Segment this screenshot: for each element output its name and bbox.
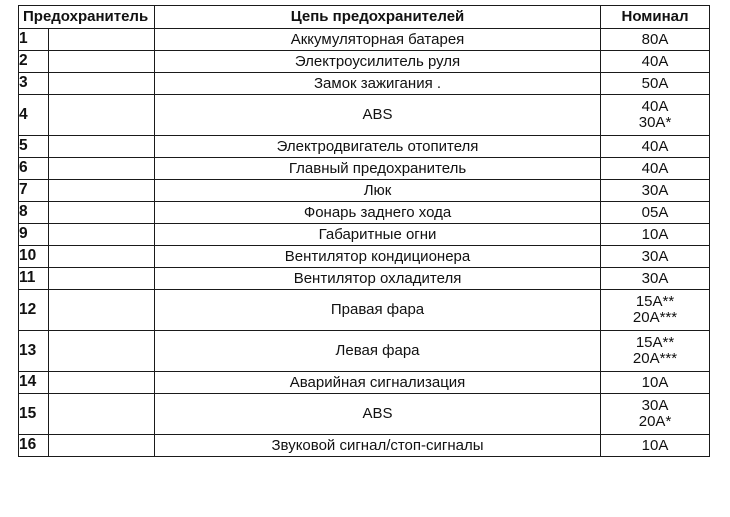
fuse-rating-value: 30A bbox=[641, 181, 669, 199]
table-row bbox=[19, 331, 710, 372]
fuse-number: 15 bbox=[19, 394, 49, 435]
fuse-rating bbox=[601, 268, 710, 290]
fuse-rating-value: 80A bbox=[641, 30, 669, 48]
fuse-rating bbox=[601, 435, 710, 457]
fuse-rating bbox=[601, 180, 710, 202]
fuse-blank-cell bbox=[49, 73, 155, 95]
fuse-rating-value: 30A bbox=[641, 247, 669, 265]
fuse-rating bbox=[601, 372, 710, 394]
fuse-rating bbox=[601, 29, 710, 51]
header-fuse: Предохранитель bbox=[19, 6, 155, 29]
fuse-blank-cell bbox=[49, 158, 155, 180]
fuse-rating bbox=[601, 51, 710, 73]
table-row bbox=[19, 290, 710, 331]
fuse-number: 4 bbox=[19, 95, 49, 136]
fuse-circuit: Правая фара bbox=[155, 290, 601, 331]
fuse-table bbox=[18, 5, 710, 457]
fuse-number: 12 bbox=[19, 290, 49, 331]
fuse-rating-value: 50A bbox=[641, 74, 669, 92]
header-row bbox=[19, 6, 710, 29]
table-row bbox=[19, 202, 710, 224]
table-row bbox=[19, 246, 710, 268]
fuse-number: 3 bbox=[19, 73, 49, 95]
fuse-rating bbox=[601, 95, 710, 136]
fuse-circuit: ABS bbox=[155, 394, 601, 435]
fuse-number: 11 bbox=[19, 268, 49, 290]
fuse-number: 16 bbox=[19, 435, 49, 457]
fuse-rating-value: 30A bbox=[641, 269, 669, 287]
table-row bbox=[19, 95, 710, 136]
fuse-number: 14 bbox=[19, 372, 49, 394]
fuse-rating-value: 20A*** bbox=[632, 350, 678, 367]
fuse-blank-cell bbox=[49, 435, 155, 457]
fuse-rating-value: 15A** bbox=[635, 334, 675, 352]
fuse-rating-value: 10A bbox=[641, 436, 669, 454]
fuse-number: 13 bbox=[19, 331, 49, 372]
fuse-blank-cell bbox=[49, 268, 155, 290]
fuse-number: 1 bbox=[19, 29, 49, 51]
table-row bbox=[19, 158, 710, 180]
header-rating: Номинал bbox=[601, 6, 710, 29]
fuse-circuit: Габаритные огни bbox=[155, 224, 601, 246]
table-row bbox=[19, 224, 710, 246]
table-row bbox=[19, 394, 710, 435]
fuse-blank-cell bbox=[49, 136, 155, 158]
fuse-rating bbox=[601, 136, 710, 158]
fuse-number: 2 bbox=[19, 51, 49, 73]
fuse-circuit: Левая фара bbox=[155, 331, 601, 372]
fuse-blank-cell bbox=[49, 51, 155, 73]
fuse-rating-value: 10A bbox=[641, 225, 669, 243]
table-row bbox=[19, 372, 710, 394]
fuse-rating bbox=[601, 394, 710, 435]
fuse-rating-value: 20A*** bbox=[632, 309, 678, 326]
fuse-number: 8 bbox=[19, 202, 49, 224]
fuse-rating-value: 40A bbox=[641, 52, 669, 70]
fuse-number: 5 bbox=[19, 136, 49, 158]
fuse-blank-cell bbox=[49, 246, 155, 268]
fuse-number: 7 bbox=[19, 180, 49, 202]
fuse-blank-cell bbox=[49, 180, 155, 202]
fuse-circuit: Вентилятор охладителя bbox=[155, 268, 601, 290]
fuse-blank-cell bbox=[49, 394, 155, 435]
fuse-blank-cell bbox=[49, 29, 155, 51]
fuse-rating bbox=[601, 73, 710, 95]
table-row bbox=[19, 73, 710, 95]
fuse-rating bbox=[601, 331, 710, 372]
fuse-rating-value: 20A* bbox=[638, 413, 672, 430]
fuse-circuit: Замок зажигания . bbox=[155, 73, 601, 95]
fuse-circuit: Люк bbox=[155, 180, 601, 202]
table-body bbox=[19, 29, 710, 457]
fuse-rating-value: 40A bbox=[641, 98, 669, 116]
fuse-blank-cell bbox=[49, 331, 155, 372]
fuse-blank-cell bbox=[49, 372, 155, 394]
fuse-blank-cell bbox=[49, 202, 155, 224]
fuse-rating bbox=[601, 290, 710, 331]
fuse-number: 6 bbox=[19, 158, 49, 180]
fuse-circuit: Аварийная сигнализация bbox=[155, 372, 601, 394]
fuse-rating-value: 40A bbox=[641, 159, 669, 177]
fuse-blank-cell bbox=[49, 290, 155, 331]
fuse-circuit: Электродвигатель отопителя bbox=[155, 136, 601, 158]
table-row bbox=[19, 180, 710, 202]
fuse-circuit: Звуковой сигнал/стоп-сигналы bbox=[155, 435, 601, 457]
fuse-circuit: Фонарь заднего хода bbox=[155, 202, 601, 224]
table-row bbox=[19, 435, 710, 457]
fuse-rating-value: 15A** bbox=[635, 293, 675, 311]
fuse-circuit: Главный предохранитель bbox=[155, 158, 601, 180]
fuse-circuit: ABS bbox=[155, 95, 601, 136]
header-circuit: Цепь предохранителей bbox=[155, 6, 601, 29]
table-row bbox=[19, 51, 710, 73]
fuse-blank-cell bbox=[49, 224, 155, 246]
fuse-circuit: Вентилятор кондиционера bbox=[155, 246, 601, 268]
fuse-rating-value: 30A* bbox=[638, 114, 672, 131]
fuse-rating bbox=[601, 202, 710, 224]
table-row bbox=[19, 136, 710, 158]
fuse-rating-value: 05A bbox=[641, 203, 669, 221]
fuse-rating bbox=[601, 158, 710, 180]
fuse-rating bbox=[601, 224, 710, 246]
fuse-circuit: Аккумуляторная батарея bbox=[155, 29, 601, 51]
fuse-circuit: Электроусилитель руля bbox=[155, 51, 601, 73]
fuse-rating-value: 30A bbox=[641, 397, 669, 415]
fuse-rating bbox=[601, 246, 710, 268]
fuse-number: 10 bbox=[19, 246, 49, 268]
table-row bbox=[19, 268, 710, 290]
fuse-rating-value: 40A bbox=[641, 137, 669, 155]
fuse-blank-cell bbox=[49, 95, 155, 136]
table-row bbox=[19, 29, 710, 51]
fuse-rating-value: 10A bbox=[641, 373, 669, 391]
fuse-number: 9 bbox=[19, 224, 49, 246]
